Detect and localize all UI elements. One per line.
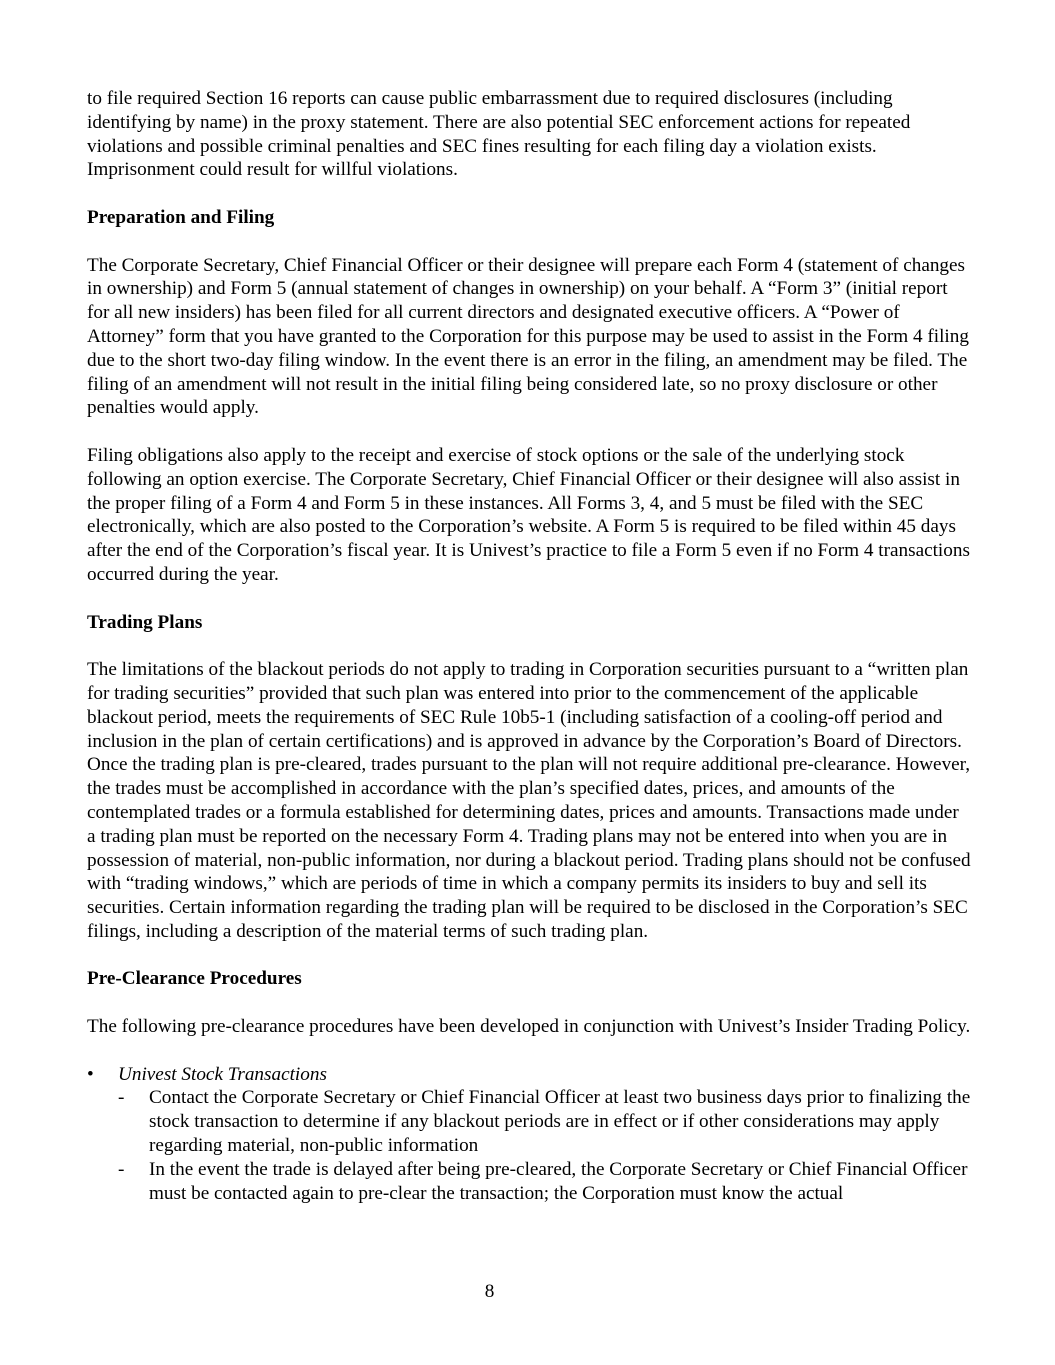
sub-list-item [118,1086,972,1157]
page-number: 8 [484,1281,495,1302]
dash-marker: - [118,1087,125,1109]
trading-plans-paragraph: The limitations of the blackout periods do not apply to trading in Corporation securities pursuant to a “written plan for trading securities” provided that such plan was entered into prior to the commencement of the applicable blackout period, meets the requirements of SEC Rule 10b5-1 (including satisfaction of a cooling-off period and inclusion in the plan of certain certifications) and is approved in advance by the Corporation’s Board of Directors. Once the trading plan is pre-cleared, trades pursuant to the plan will not require additional pre-clearance. However, the trades must be accomplished in accordance with the plan’s specified dates, prices, and amounts of the contemplated trades or a formula established for determining dates, prices and amounts. Transactions made under a trading plan must be reported on the necessary Form 4. Trading plans may not be entered into when you are in possession of material, non-public information, nor during a blackout period. Trading plans should not be confused with “trading windows,” which are periods of time in which a company permits its insiders to buy and sell its securities. Certain information regarding the trading plan will be required to be disclosed in the Corporation’s SEC filings, including a description of the material terms of such trading plan. [87,659,971,942]
sub-list [118,1086,972,1205]
intro-paragraph: to file required Section 16 reports can cause public embarrassment due to required disclosures (including identifying by name) in the proxy statement. There are also potential SEC enforcement actions for repeated violations and possible criminal penalties and SEC fines resulting for each filing day a violation exists. Imprisonment could result for willful violations. [87,88,911,181]
preparation-paragraph-2: Filing obligations also apply to the receipt and exercise of stock options or the sale of the underlying stock following an option exercise. The Corporate Secretary, Chief Financial Officer or their designee will also assist in the proper filing of a Form 4 and Form 5 in these instances. All Forms 3, 4, and 5 must be filed with the SEC electronically, which are also posted to the Corporation’s website. A Form 5 is required to be filed within 45 days after the end of the Corporation’s fiscal year. It is Univest’s practice to file a Form 5 even if no Form 4 transactions occurred during the year. [87,444,970,585]
bullet-title-univest-stock-transactions: Univest Stock Transactions [118,1063,327,1085]
dash-marker: - [118,1158,125,1180]
sub-item-text: Contact the Corporate Secretary or Chief Financial Officer at least two business days prior to finalizing the stock transaction to determine if any blackout periods are in effect or if other considerations may apply regarding material, non-public information [149,1087,971,1157]
section-heading-pre-clearance-procedures: Pre-Clearance Procedures [87,968,302,990]
pre-clearance-bullet-list [87,1063,972,1206]
document-body [87,87,972,1205]
section-heading-trading-plans: Trading Plans [87,611,203,633]
sub-list-item [118,1158,972,1206]
sub-item-text: In the event the trade is delayed after being pre-cleared, the Corporate Secretary or Chief Financial Officer must be contacted again to pre-clear the transaction; the Corporation must know the actual [149,1158,968,1204]
pre-clearance-paragraph: The following pre-clearance procedures have been developed in conjunction with Univest’s Insider Trading Policy. [87,1016,971,1038]
section-heading-preparation-and-filing: Preparation and Filing [87,206,275,228]
list-item [87,1063,972,1206]
preparation-paragraph-1: The Corporate Secretary, Chief Financial Officer or their designee will prepare each Form 4 (statement of changes in ownership) and Form 5 (annual statement of changes in ownership) on your behalf. A “Form 3” (initial report for all new insiders) has been filed for all current directors and designated executive officers. A “Power of Attorney” form that you have granted to the Corporation for this purpose may be used to assist in the Form 4 filing due to the short two-day filing window. In the event there is an error in the filing, an amendment may be filed. The filing of an amendment will not result in the initial filing being considered late, so no proxy disclosure or other penalties would apply. [87,254,969,419]
bullet-marker: • [87,1063,94,1085]
